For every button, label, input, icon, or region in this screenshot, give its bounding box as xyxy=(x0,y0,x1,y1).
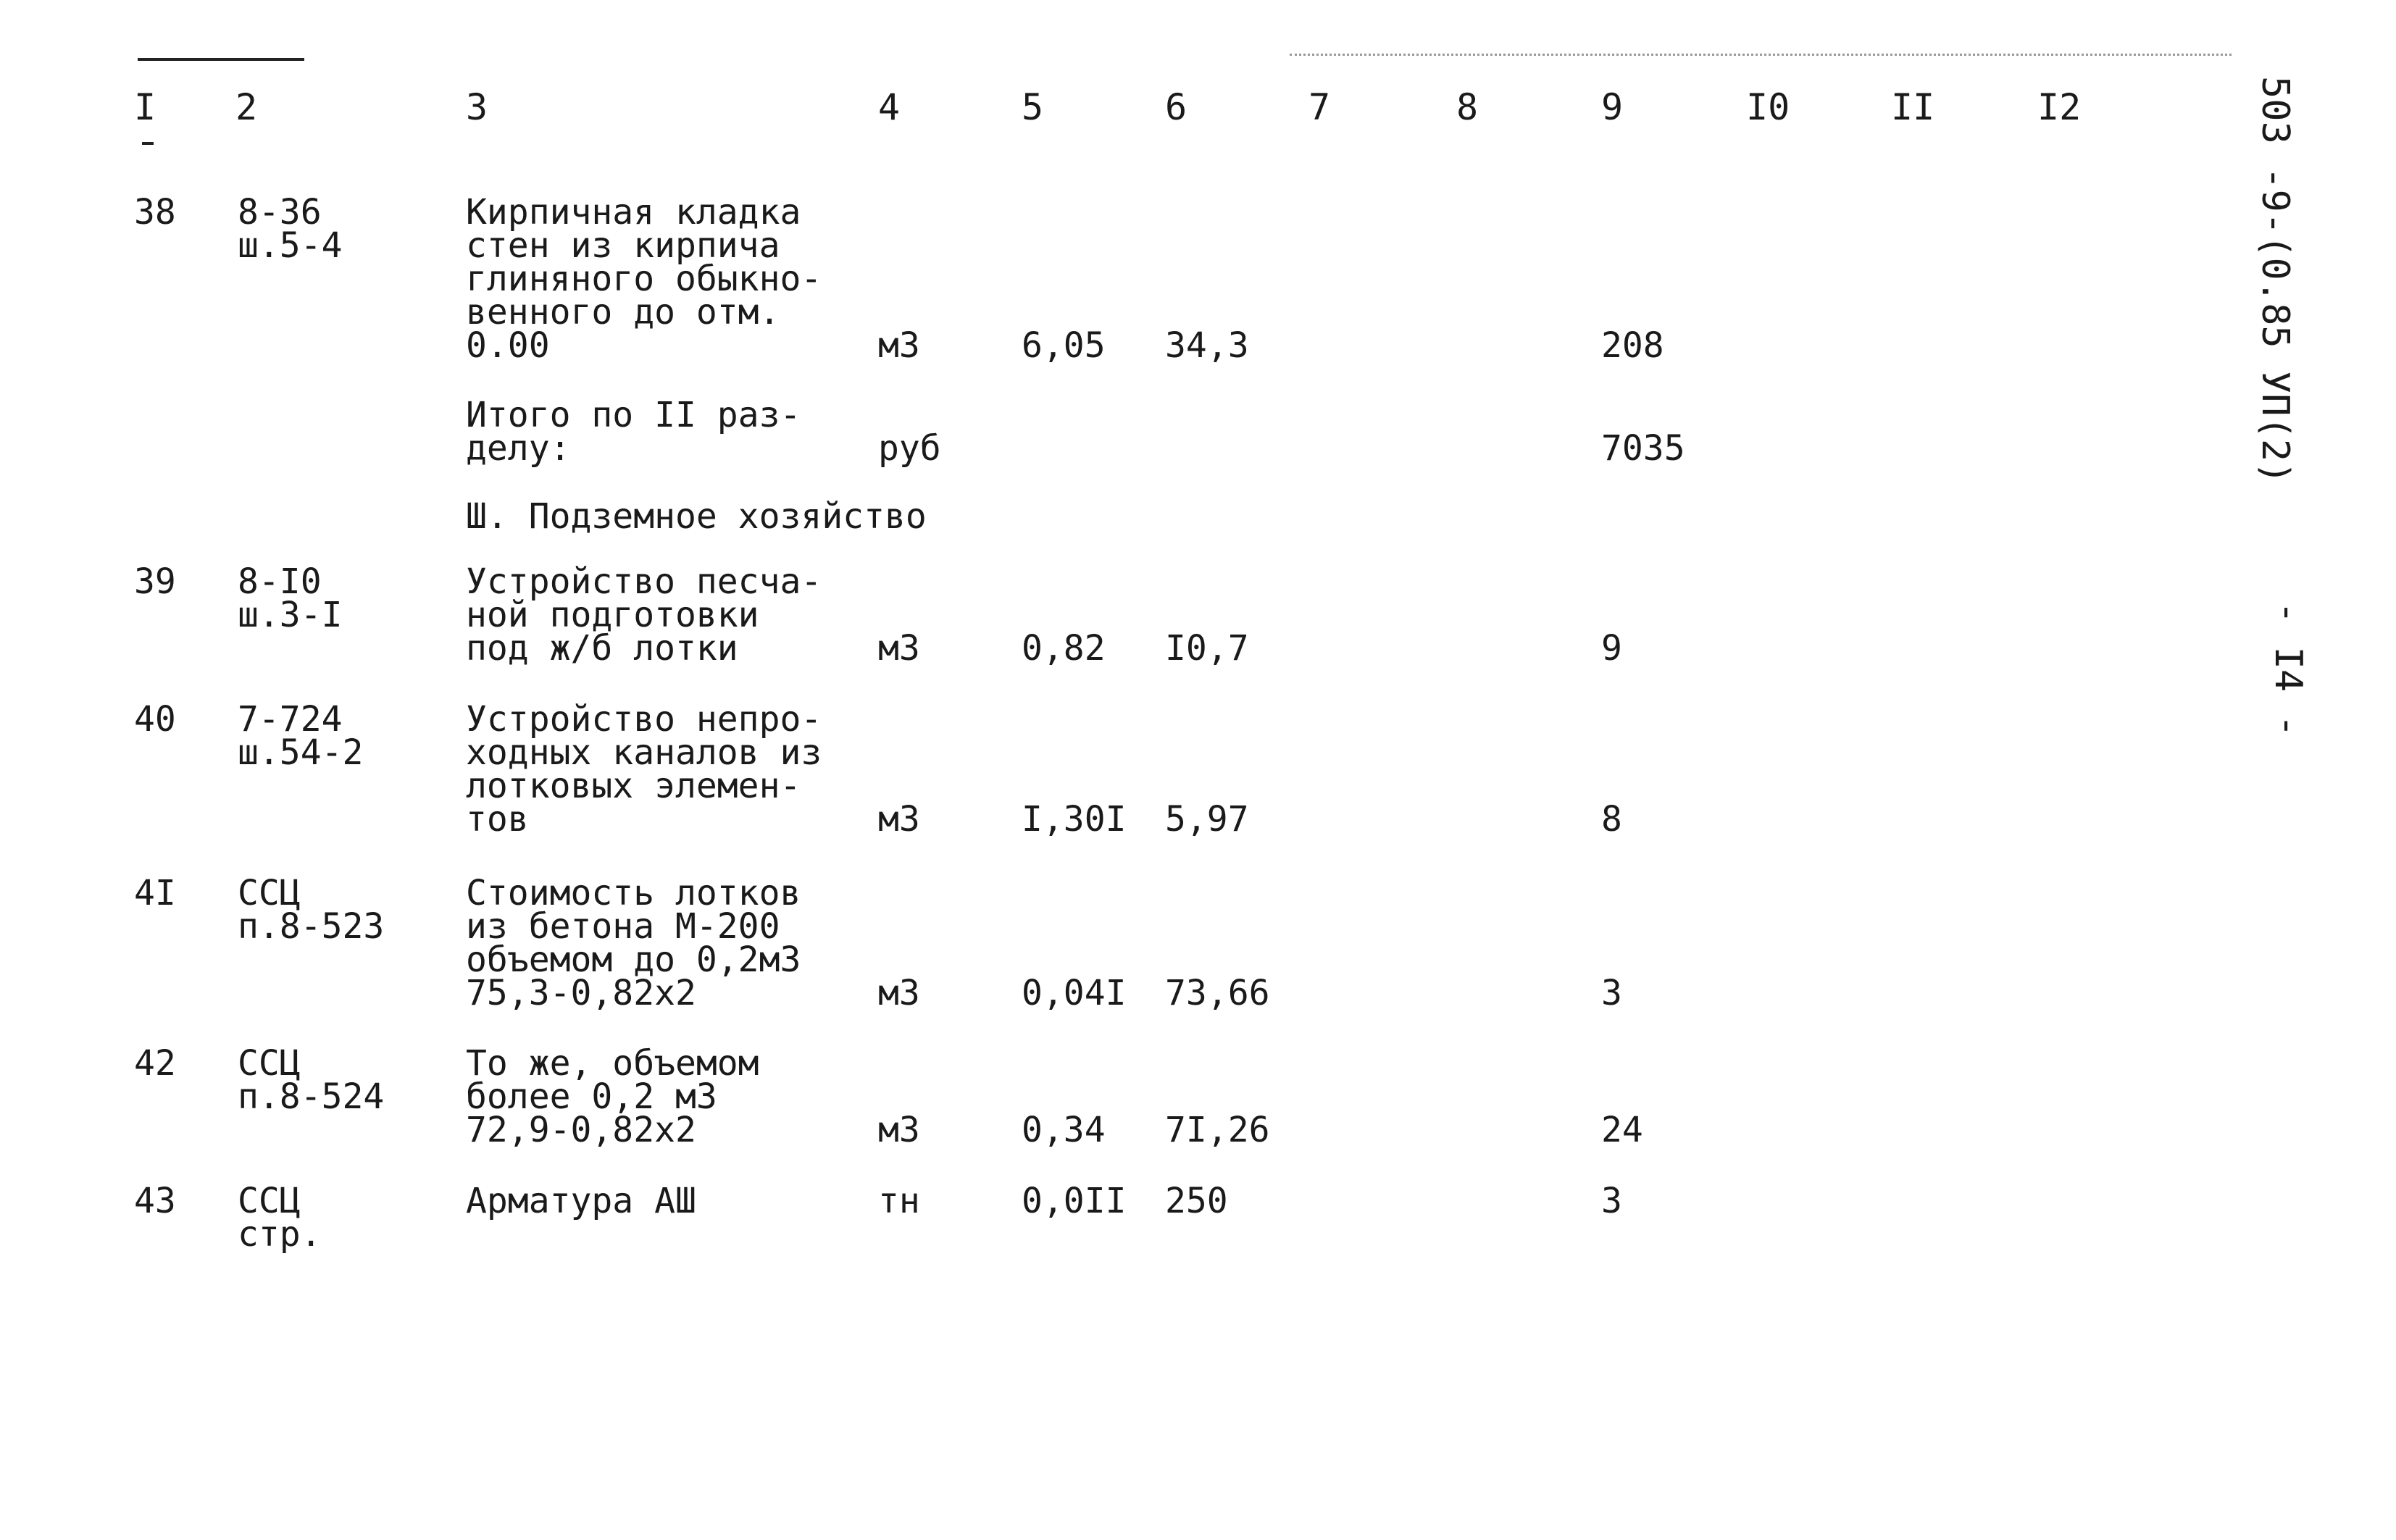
work-description: стен из кирпича xyxy=(466,225,780,266)
work-description: Устройство песча- xyxy=(466,561,822,602)
column-header-11: II xyxy=(1891,86,1935,128)
column-header-10: I0 xyxy=(1746,86,1790,128)
column-header-4: 4 xyxy=(878,86,901,128)
quantity: 0,04I xyxy=(1022,973,1127,1013)
rate-code: ССЦ xyxy=(238,1181,301,1221)
work-description: Итого по II раз- xyxy=(466,395,801,435)
rate-code: п.8-524 xyxy=(238,1076,385,1117)
unit: м3 xyxy=(878,973,920,1013)
document-code: 503 -9-(0.85 УП(2) xyxy=(2253,76,2297,485)
work-description: Устройство непро- xyxy=(466,699,822,740)
unit-price: 7I,26 xyxy=(1165,1110,1270,1150)
work-description: Ш. Подземное хозяйство xyxy=(466,496,927,537)
work-description: Кирпичная кладка xyxy=(466,192,801,233)
header-underscore xyxy=(142,142,154,145)
quantity: 0,82 xyxy=(1022,628,1106,669)
work-description: под ж/б лотки xyxy=(466,628,738,669)
quantity: 0,0II xyxy=(1022,1181,1127,1221)
unit: м3 xyxy=(878,628,920,669)
column-header-7: 7 xyxy=(1308,86,1331,128)
unit-price: I0,7 xyxy=(1165,628,1249,669)
work-description: Стоимость лотков xyxy=(466,873,801,913)
column-header-5: 5 xyxy=(1022,86,1044,128)
column-header-8: 8 xyxy=(1456,86,1479,128)
page-number: - I4 - xyxy=(2266,601,2310,737)
quantity: 0,34 xyxy=(1022,1110,1106,1150)
unit: м3 xyxy=(878,799,920,840)
column-header-3: 3 xyxy=(466,86,488,128)
unit: м3 xyxy=(878,325,920,366)
work-description: венного до отм. xyxy=(466,292,780,332)
work-description: глиняного обыкно- xyxy=(466,259,822,299)
rate-code: 8-36 xyxy=(238,192,322,233)
rate-code: 8-I0 xyxy=(238,561,322,602)
row-number: 4I xyxy=(134,873,176,913)
work-description: более 0,2 м3 xyxy=(466,1076,717,1117)
rate-code: п.8-523 xyxy=(238,906,385,947)
row-number: 43 xyxy=(134,1181,176,1221)
rate-code: ш.54-2 xyxy=(238,732,364,773)
total-cost: 3 xyxy=(1601,1181,1622,1221)
work-description: делу: xyxy=(466,428,571,469)
row-number: 39 xyxy=(134,561,176,602)
work-description: из бетона М-200 xyxy=(466,906,780,947)
work-description: То же, объемом xyxy=(466,1043,759,1084)
work-description: 72,9-0,82х2 xyxy=(466,1110,696,1150)
total-cost: 3 xyxy=(1601,973,1622,1013)
rate-code: ССЦ xyxy=(238,873,301,913)
work-description: 75,3-0,82х2 xyxy=(466,973,696,1013)
column-header-2: 2 xyxy=(235,86,258,128)
unit: руб xyxy=(878,428,941,469)
quantity: I,30I xyxy=(1022,799,1127,840)
work-description: лотковых элемен- xyxy=(466,766,801,806)
row-number: 42 xyxy=(134,1043,176,1084)
column-header-1: I xyxy=(134,86,156,128)
row-number: 38 xyxy=(134,192,176,233)
total-cost: 8 xyxy=(1601,799,1622,840)
work-description: 0.00 xyxy=(466,325,550,366)
unit: м3 xyxy=(878,1110,920,1150)
column-header-6: 6 xyxy=(1165,86,1187,128)
column-header-9: 9 xyxy=(1601,86,1624,128)
total-cost: 208 xyxy=(1601,325,1664,366)
total-cost: 9 xyxy=(1601,628,1622,669)
row-number: 40 xyxy=(134,699,176,740)
unit-price: 250 xyxy=(1165,1181,1228,1221)
work-description: Арматура АШ xyxy=(466,1181,696,1221)
unit-price: 73,66 xyxy=(1165,973,1270,1013)
column-header-12: I2 xyxy=(2037,86,2082,128)
top-dotted-rule xyxy=(1290,54,2232,60)
rate-code: 7-724 xyxy=(238,699,343,740)
rate-code: ш.3-I xyxy=(238,595,343,635)
work-description: объемом до 0,2м3 xyxy=(466,940,801,980)
rate-code: стр. xyxy=(238,1214,322,1255)
rate-code: ССЦ xyxy=(238,1043,301,1084)
total-cost: 24 xyxy=(1601,1110,1643,1150)
quantity: 6,05 xyxy=(1022,325,1106,366)
work-description: ной подготовки xyxy=(466,595,759,635)
rate-code: ш.5-4 xyxy=(238,225,343,266)
top-rule xyxy=(138,58,304,61)
work-description: ходных каналов из xyxy=(466,732,822,773)
unit-price: 34,3 xyxy=(1165,325,1249,366)
unit-price: 5,97 xyxy=(1165,799,1249,840)
unit: тн xyxy=(878,1181,920,1221)
total-cost: 7035 xyxy=(1601,428,1685,469)
work-description: тов xyxy=(466,799,529,840)
